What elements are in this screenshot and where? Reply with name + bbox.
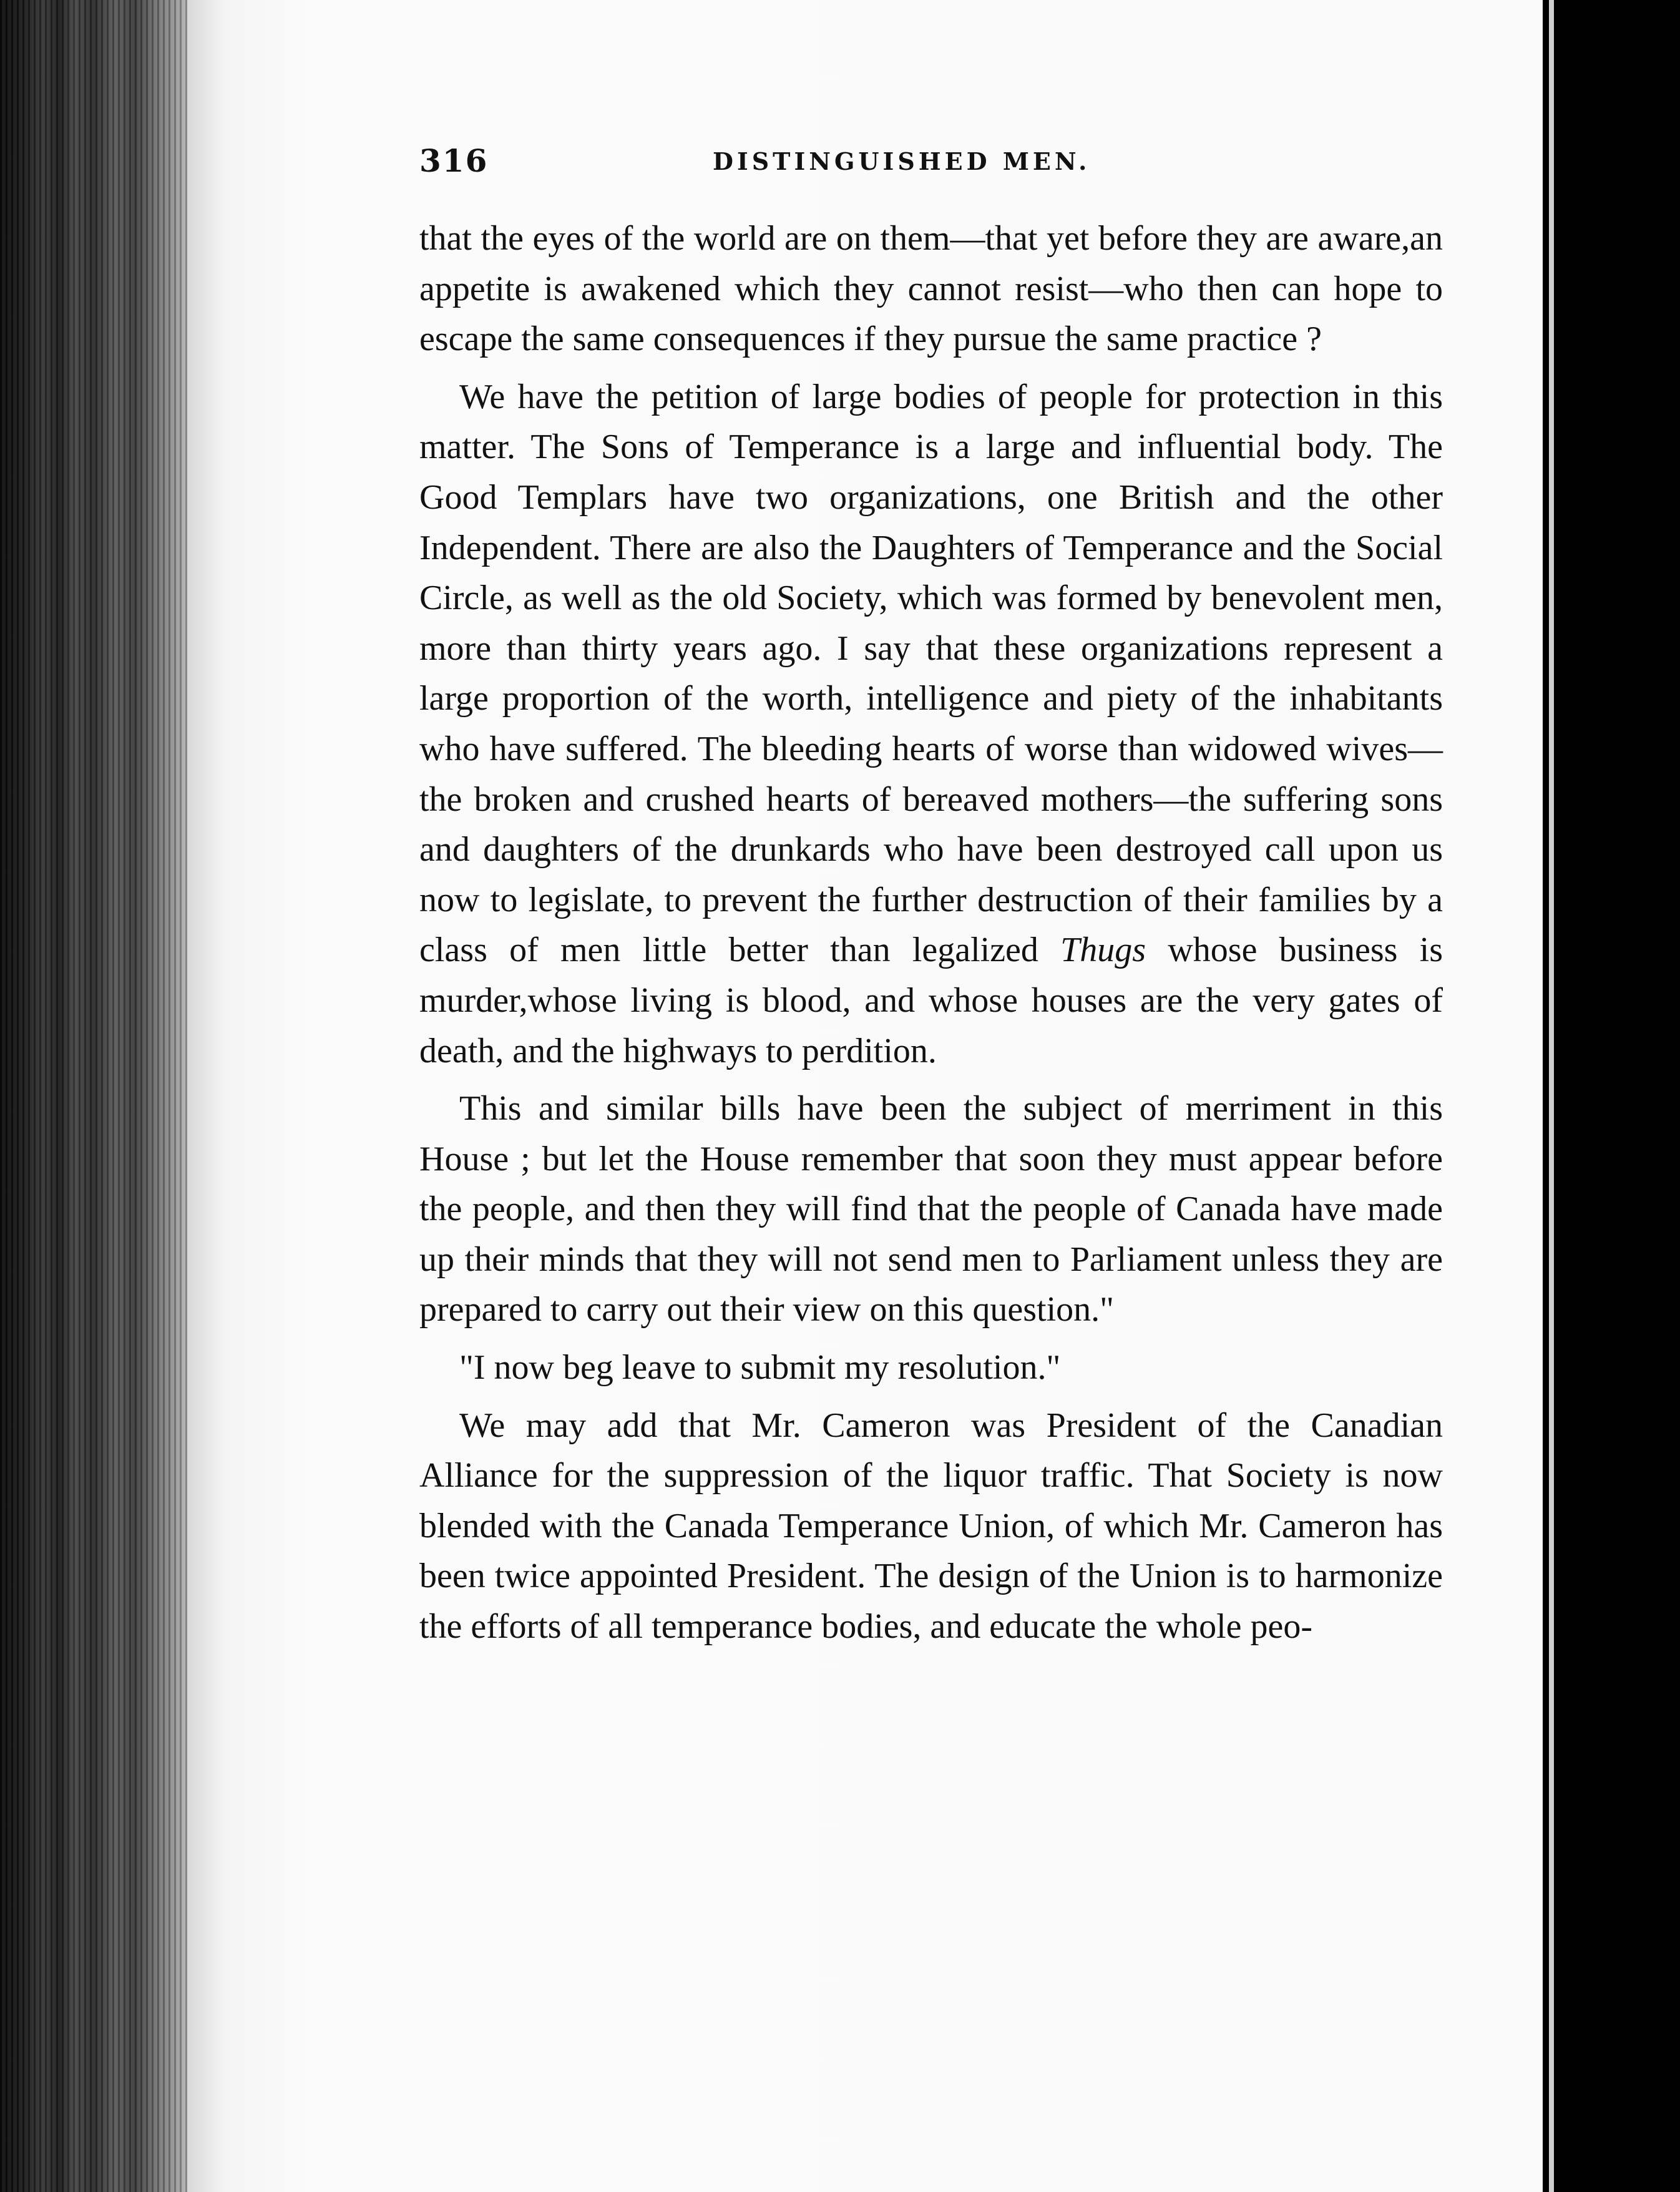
running-title: DISTINGUISHED MEN.: [713, 147, 1091, 175]
paragraph-1: that the eyes of the world are on them—that yet before they are aware,an appetite is awakened which they cannot resist—who then can hope to escape the same consequences if they pursue the same practice ?: [419, 219, 1443, 359]
spine-texture: [0, 0, 187, 2192]
paragraph-3: This and similar bills have been the subject of merriment in this House ; but let the House remember that soon they must appear before the people, and then they will find that the people of Canada have made up their minds that they will not send men to Parliament unless they are prepared to carry out their view on this question.": [419, 1089, 1443, 1329]
page-number: 316: [419, 142, 489, 179]
scan-background: [1554, 0, 1680, 2192]
page-right-edge: [1543, 0, 1549, 2192]
paragraph-2-text: We have the petition of large bodies of people for protection in this matter. The Sons of Temperance is a large and influential body. The Good Templars have two organizations, one British and the other Independent. There are also the Daughters of Temperance and the Social Circle, as well as the old Society, which was formed by benevolent men, more than thirty years ago. I say that these organizations represent a large proportion of the worth, intelligence and piety of the inhabitants who have suffered. The bleeding hearts of worse than widowed wives—the broken and crushed hearts of bereaved mothers—the suffering sons and daughters of the drunkards who have been destroyed call upon us now to legislate, to prevent the further destruction of their families by a class of men little better than legalized: [419, 377, 1443, 970]
page-content: [419, 142, 1443, 1652]
paragraph-2: [419, 372, 1443, 1076]
running-head: [419, 142, 1443, 186]
paragraph-5: We may add that Mr. Cameron was President of the Canadian Alliance for the suppression of the liquor traffic. That Society is now blended with the Canada Temperance Union, of which Mr. Cameron has been twice appointed President. The design of the Union is to harmonize the efforts of all temperance bodies, and educate the whole peo-: [419, 1406, 1443, 1646]
paragraph-2-italic: Thugs: [1060, 931, 1146, 970]
scan-border: [1549, 0, 1554, 2192]
paragraph-4: "I now beg leave to submit my resolution.": [459, 1348, 1061, 1387]
paragraph-2-text-after: whose business is murder,whose living is blood, and whose houses are the very gates of death, and the highways to perdition.: [419, 931, 1443, 1070]
body-text: [419, 213, 1443, 1652]
